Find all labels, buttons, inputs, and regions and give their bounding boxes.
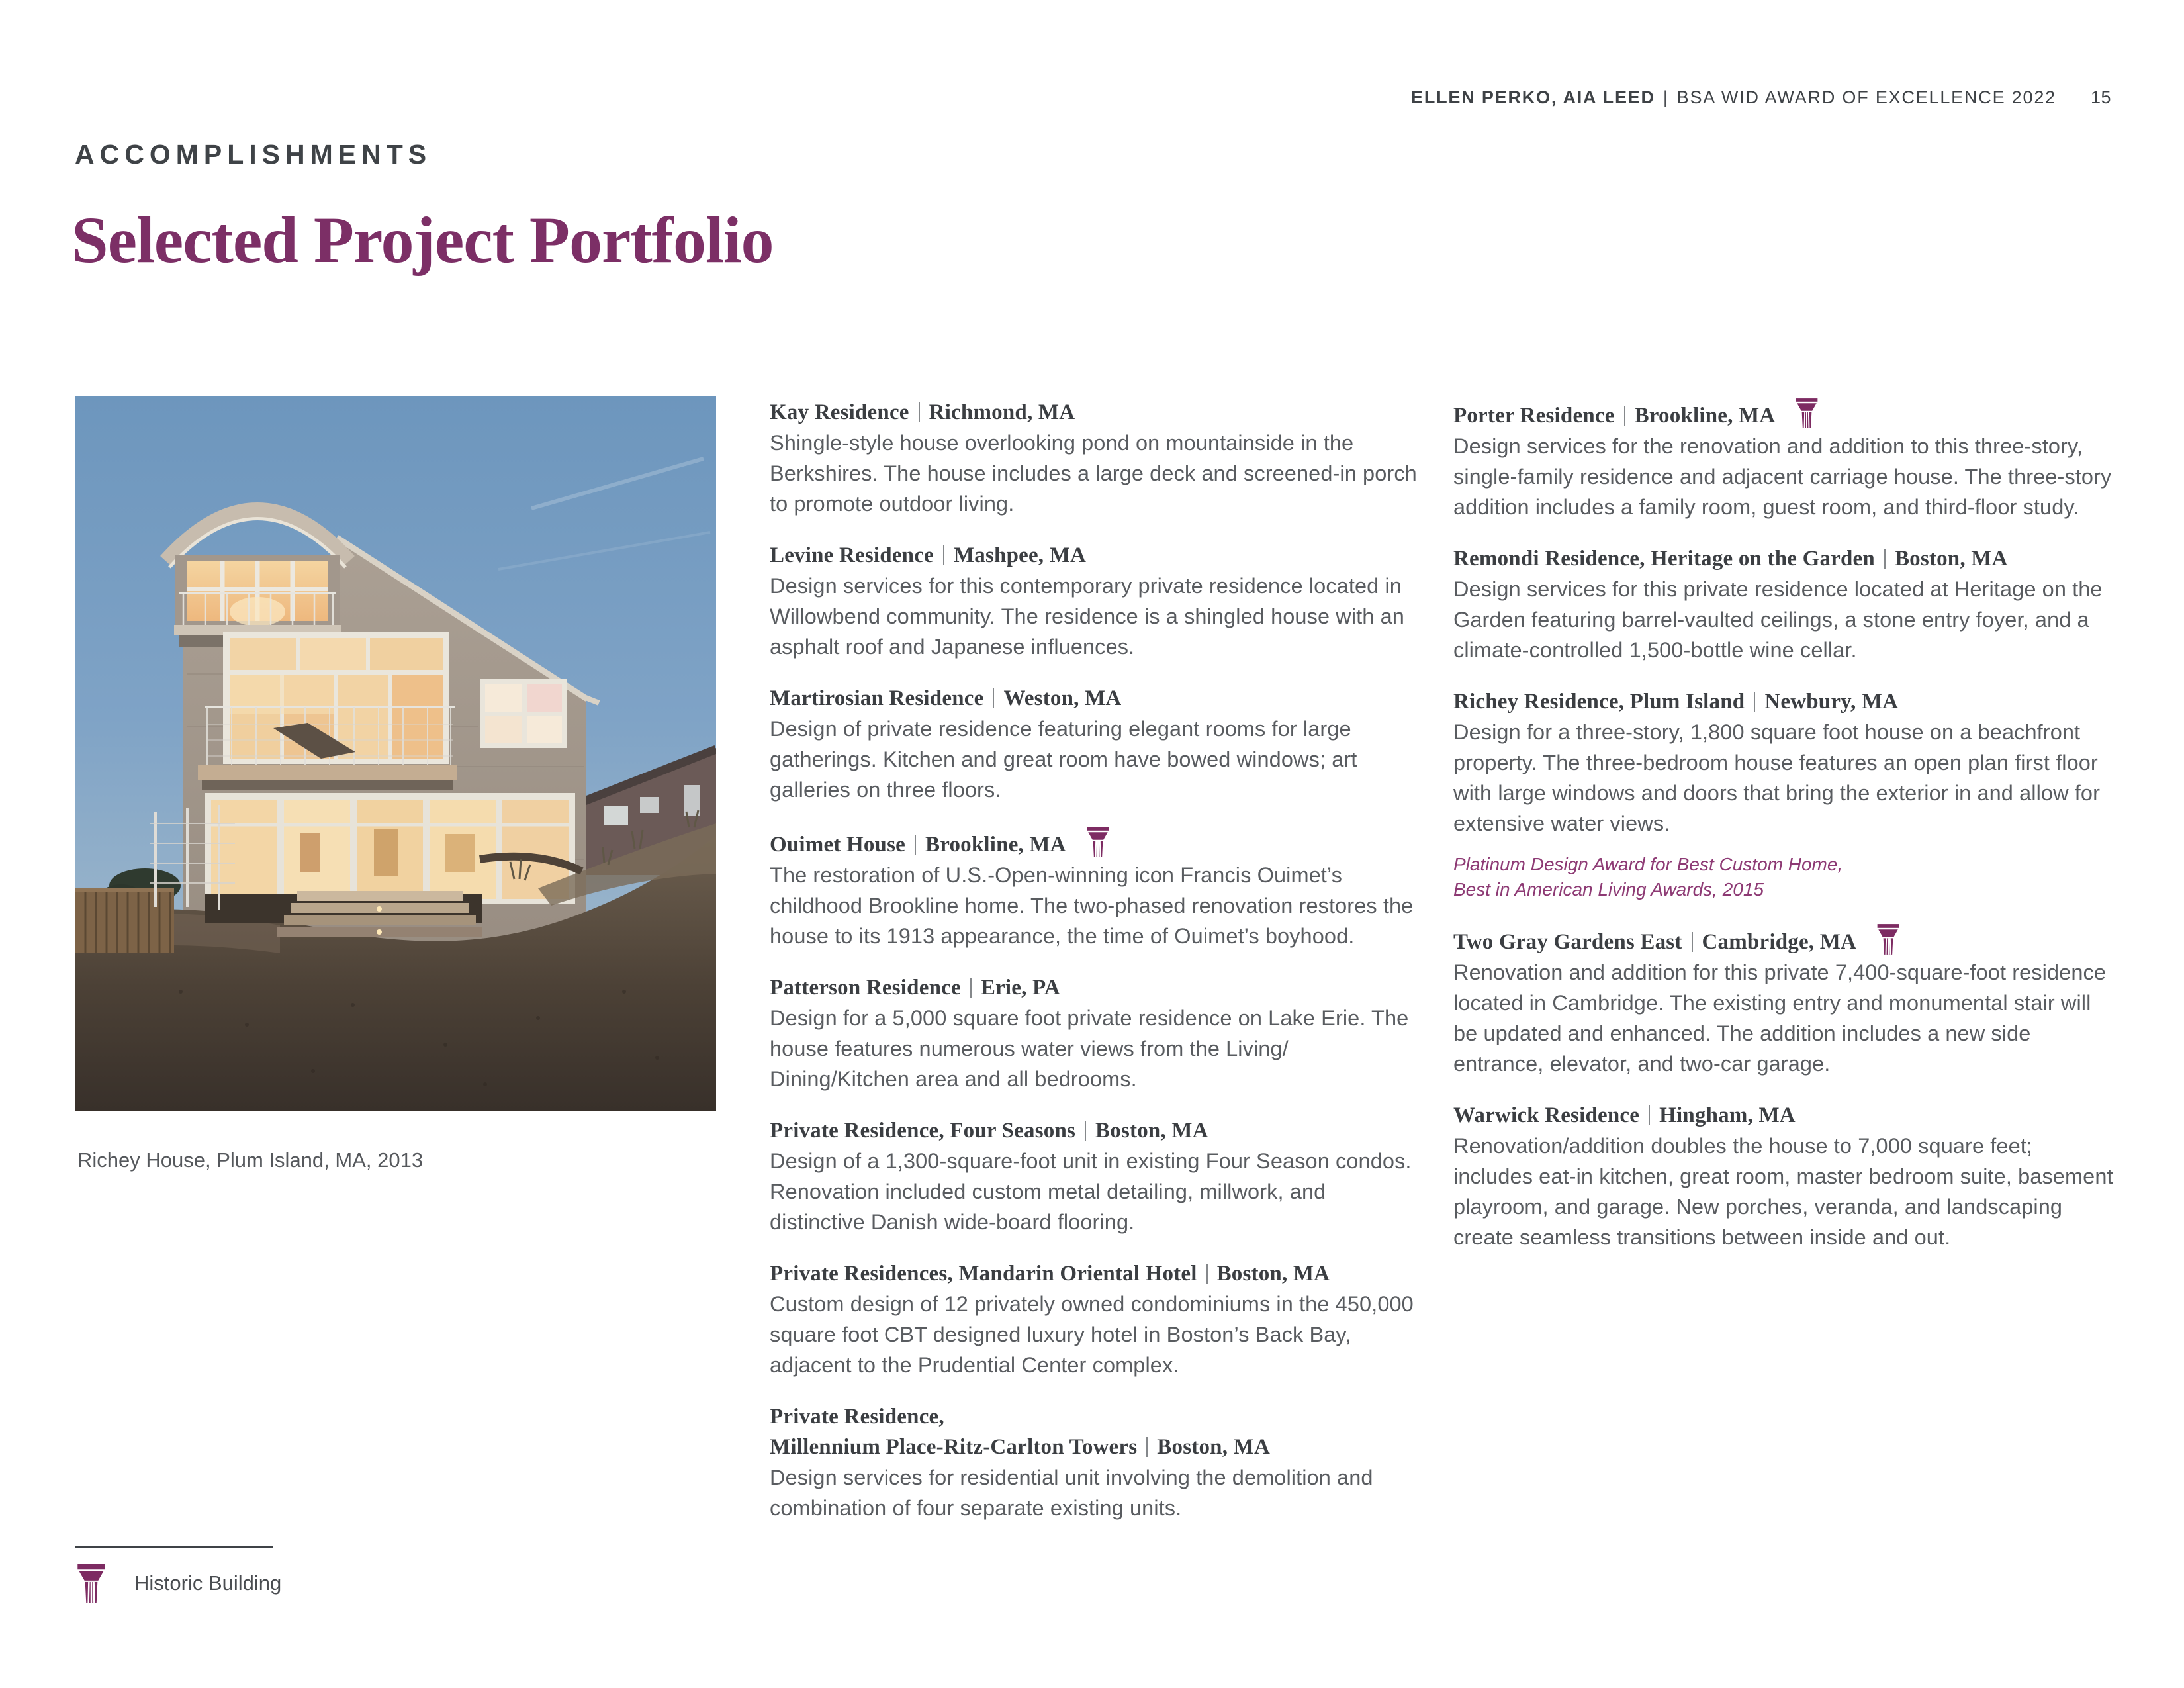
project-name: Two Gray Gardens East: [1453, 930, 1682, 954]
project-description: Design of private residence featuring elegant rooms for large gatherings. Kitchen and great room have bowed windows; art galleries on three floors.: [770, 717, 1357, 802]
project-separator: [1754, 692, 1755, 712]
project-location: Erie, PA: [980, 976, 1060, 1000]
header-divider: |: [1662, 87, 1669, 107]
project-name: Private Residence, Four Seasons: [770, 1119, 1076, 1143]
header-award-title: BSA WID AWARD OF EXCELLENCE 2022: [1676, 87, 2056, 107]
project-name-line1: Private Residence,: [770, 1405, 944, 1429]
project-separator: [915, 835, 916, 855]
photo-caption: Richey House, Plum Island, MA, 2013: [77, 1149, 424, 1172]
project-ouimet-house: [770, 826, 1422, 951]
project-levine-residence: [770, 540, 1422, 662]
project-description: Design for a 5,000 square foot private residence on Lake Erie. The house features numerous water views from the Living/ Dining/Kitchen area and all bedrooms.: [770, 1006, 1409, 1091]
project-kay-residence: [770, 397, 1422, 519]
project-four-seasons: [770, 1115, 1422, 1237]
project-location: Boston, MA: [1216, 1262, 1330, 1286]
project-description: Shingle-style house overlooking pond on mountainside in the Berkshires. The house includes a large deck and screened-in porch to promote outdoor living.: [770, 431, 1417, 516]
project-description: Renovation and addition for this private 7,400-square-foot residence located in Cambridge. The existing entry and monumental stair will be updated and enhanced. The addition includes a new side entrance, elevator, and two-car garage.: [1453, 961, 2107, 1076]
project-separator: [1624, 406, 1625, 426]
project-name: Levine Residence: [770, 543, 934, 567]
page-title: Selected Project Portfolio: [71, 203, 774, 277]
project-patterson-residence: [770, 972, 1422, 1094]
project-description: Custom design of 12 privately owned condominiums in the 450,000 square foot CBT designed luxury hotel in Boston’s Back Bay, adjacent to the Prudential Center complex.: [770, 1292, 1414, 1377]
legend-label: Historic Building: [134, 1571, 282, 1595]
project-separator: [919, 402, 920, 422]
projects-column-1: [770, 397, 1422, 1544]
project-description: Design services for this contemporary private residence located in Willowbend community. The residence is a shingled house with an asphalt roof and Japanese influences.: [770, 574, 1404, 659]
project-award: [1453, 852, 2115, 902]
award-line-1: Platinum Design Award for Best Custom Home,: [1453, 854, 1843, 874]
historic-column-icon: [76, 1564, 107, 1603]
project-description: Design services for this private residence located at Heritage on the Garden featuring barrel-vaulted ceilings, a stone entry foyer, and a climate-controlled 1,500-bottle wine cellar.: [1453, 577, 2103, 662]
historic-column-icon: [1876, 923, 1900, 955]
project-remondi-residence: [1453, 543, 2115, 665]
richey-house-photo-illustration: [75, 396, 716, 1111]
project-name: Private Residences, Mandarin Oriental Hotel: [770, 1262, 1197, 1286]
project-location: Brookline, MA: [925, 833, 1066, 857]
project-name: Richey Residence, Plum Island: [1453, 690, 1745, 714]
project-location: Hingham, MA: [1659, 1103, 1796, 1127]
project-mandarin-oriental: [770, 1258, 1422, 1380]
project-name: Ouimet House: [770, 833, 905, 857]
project-location: Boston, MA: [1894, 547, 2008, 571]
historic-legend: [75, 1546, 281, 1603]
project-separator: [993, 688, 994, 708]
portfolio-photo: [75, 396, 716, 1111]
project-location: Weston, MA: [1003, 686, 1122, 710]
project-name: Patterson Residence: [770, 976, 961, 1000]
project-name: Remondi Residence, Heritage on the Garden: [1453, 547, 1875, 571]
project-description: Renovation/addition doubles the house to 7,000 square feet; includes eat-in kitchen, great room, master bedroom suite, basement playroom, and garage. New porches, veranda, and landscaping create seamless transitions between inside and out.: [1453, 1134, 2113, 1249]
project-warwick-residence: [1453, 1100, 2115, 1252]
project-separator: [1649, 1105, 1650, 1125]
projects-column-2: [1453, 397, 2115, 1274]
project-name: Millennium Place-Ritz-Carlton Towers: [770, 1435, 1138, 1459]
project-description: Design services for the renovation and addition to this three-story, single-family residence and adjacent carriage house. The three-story addition includes a family room, guest room, and third-floor study.: [1453, 434, 2112, 519]
project-location: Brookline, MA: [1634, 404, 1776, 428]
historic-column-icon: [1086, 826, 1110, 858]
project-separator: [970, 978, 972, 998]
project-porter-residence: [1453, 397, 2115, 522]
project-location: Mashpee, MA: [953, 543, 1087, 567]
project-location: Cambridge, MA: [1702, 930, 1857, 954]
project-name: Porter Residence: [1453, 404, 1615, 428]
project-name: Warwick Residence: [1453, 1103, 1640, 1127]
project-location: Boston, MA: [1157, 1435, 1270, 1459]
project-description: Design of a 1,300-square-foot unit in existing Four Season condos. Renovation included custom metal detailing, millwork, and distinctive Danish wide-board flooring.: [770, 1149, 1412, 1234]
award-line-2: Best in American Living Awards, 2015: [1453, 879, 1764, 900]
project-description: The restoration of U.S.-Open-winning icon Francis Ouimet’s childhood Brookline home. The two-phased renovation restores the house to its 1913 appearance, the time of Ouimet’s boyhood.: [770, 863, 1414, 948]
project-separator: [1146, 1437, 1148, 1457]
project-location: Boston, MA: [1095, 1119, 1208, 1143]
project-two-gray-gardens: [1453, 923, 2115, 1079]
project-separator: [1884, 549, 1886, 569]
project-name: Kay Residence: [770, 400, 909, 424]
section-eyebrow: ACCOMPLISHMENTS: [75, 139, 432, 169]
project-millennium-place: [770, 1401, 1422, 1523]
project-separator: [1085, 1121, 1086, 1141]
project-separator: [943, 545, 944, 565]
legend-rule: [75, 1546, 273, 1548]
page-number: 15: [2090, 87, 2111, 107]
project-location: Richmond, MA: [929, 400, 1075, 424]
project-richey-residence: [1453, 686, 2115, 902]
page-header: [1411, 87, 2111, 108]
project-separator: [1692, 932, 1693, 952]
project-martirosian-residence: [770, 683, 1422, 805]
project-location: Newbury, MA: [1764, 690, 1899, 714]
project-description: Design for a three-story, 1,800 square foot house on a beachfront property. The three-bedroom house features an open plan first floor with large windows and doors that bring the exterior in and allow for extensive water views.: [1453, 720, 2101, 835]
historic-column-icon: [1795, 397, 1819, 429]
project-description: Design services for residential unit involving the demolition and combination of four separate existing units.: [770, 1466, 1373, 1520]
header-author: ELLEN PERKO, AIA LEED: [1411, 87, 1655, 107]
project-separator: [1206, 1264, 1208, 1284]
project-name: Martirosian Residence: [770, 686, 984, 710]
